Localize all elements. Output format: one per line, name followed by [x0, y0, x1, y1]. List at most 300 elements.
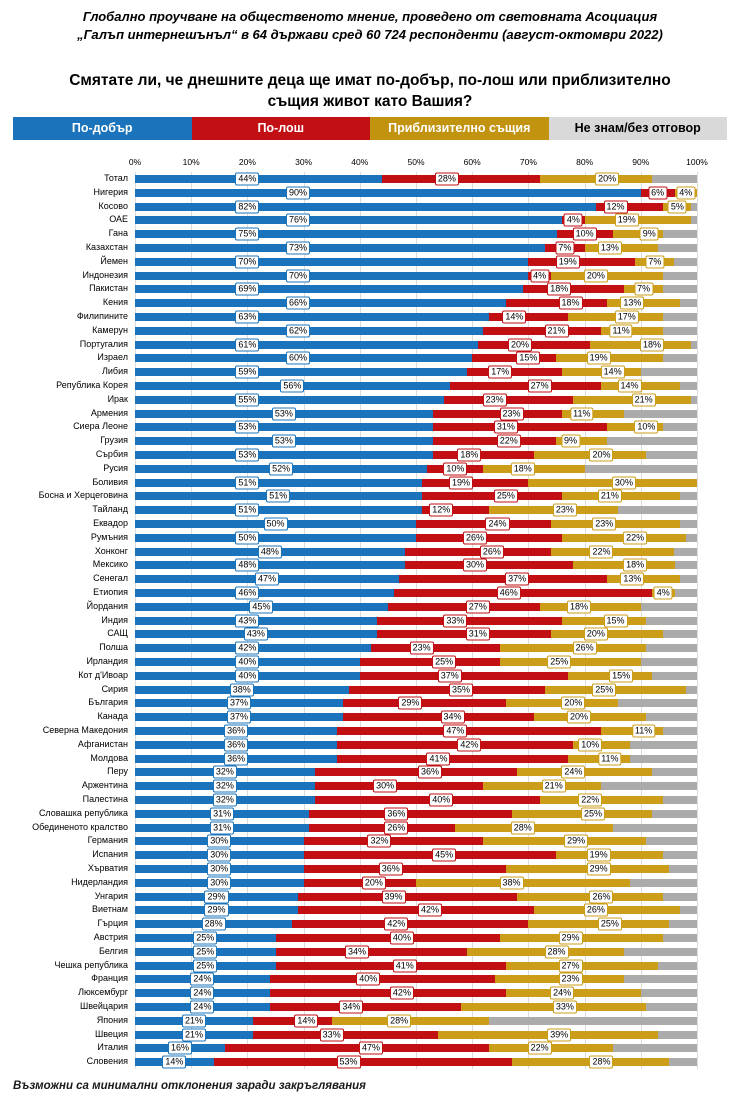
value-label-better: 45%	[249, 600, 273, 613]
value-label-worse: 18%	[457, 448, 481, 461]
bar-segment-no-answer	[686, 534, 697, 542]
value-label-worse: 31%	[494, 421, 518, 434]
bar-segment-worse	[360, 658, 501, 666]
x-axis-tick: 60%	[463, 157, 481, 167]
value-label-better: 70%	[286, 269, 310, 282]
bar-segment-worse	[405, 548, 551, 556]
bar-segment-no-answer	[674, 548, 696, 556]
country-label: Сенегал	[93, 573, 128, 584]
country-label: Румъния	[90, 531, 128, 542]
country-label: Франция	[91, 973, 128, 984]
bar-row	[135, 741, 697, 749]
value-label-same: 28%	[544, 945, 568, 958]
country-label: Португалия	[79, 338, 128, 349]
value-label-better: 16%	[168, 1042, 192, 1055]
value-label-worse: 18%	[547, 283, 571, 296]
value-label-better: 25%	[193, 945, 217, 958]
value-label-better: 53%	[272, 435, 296, 448]
country-label: Ирак	[107, 393, 128, 404]
value-label-worse: 19%	[556, 255, 580, 268]
value-label-better: 53%	[235, 448, 259, 461]
value-label-worse: 33%	[443, 614, 467, 627]
country-label: Обединеното кралство	[32, 821, 128, 832]
bar-segment-no-answer	[686, 686, 697, 694]
legend-item-1: По-лош	[192, 117, 371, 140]
country-label: Филипините	[76, 311, 128, 321]
country-label: Тотал	[104, 173, 128, 183]
bar-segment-no-answer	[663, 934, 697, 942]
value-label-same: 11%	[632, 724, 655, 737]
bar-segment-better	[135, 589, 394, 597]
country-label: Япония	[96, 1014, 128, 1025]
bar-segment-no-answer	[624, 410, 697, 418]
report-title-line2: „Галъп интернешънъл“ в 64 държави сред 60 724 респонденти (август-октомври 2022)	[77, 27, 663, 42]
country-label: Индия	[101, 614, 128, 625]
value-label-worse: 34%	[339, 1000, 363, 1013]
bar-segment-worse	[528, 258, 635, 266]
value-label-same: 9%	[640, 228, 659, 241]
country-label: Сърбия	[95, 449, 128, 459]
legend-item-0: По-добър	[13, 117, 192, 140]
bar-segment-worse	[478, 341, 590, 349]
value-label-same: 30%	[612, 476, 636, 489]
bar-segment-better	[135, 561, 405, 569]
bar-segment-no-answer	[624, 975, 697, 983]
bar-row	[135, 313, 697, 321]
bar-row	[135, 727, 697, 735]
value-label-better: 30%	[207, 849, 231, 862]
value-label-worse: 42%	[390, 987, 414, 1000]
value-label-same: 11%	[609, 324, 632, 337]
country-label: България	[88, 697, 128, 708]
bar-segment-no-answer	[663, 727, 697, 735]
country-label: Молдова	[90, 752, 128, 763]
value-label-worse: 30%	[463, 559, 487, 572]
value-label-same: 21%	[542, 780, 566, 793]
value-label-better: 55%	[235, 393, 259, 406]
bar-segment-no-answer	[669, 1058, 697, 1066]
country-label: Боливия	[92, 476, 128, 487]
bar-segment-no-answer	[613, 1044, 697, 1052]
bar-segment-no-answer	[601, 782, 697, 790]
country-label: Камерун	[92, 324, 128, 335]
value-label-same: 22%	[623, 531, 647, 544]
bar-row	[135, 341, 697, 349]
country-label: Индонезия	[82, 269, 128, 280]
bar-segment-worse	[337, 741, 573, 749]
bar-segment-no-answer	[658, 1031, 697, 1039]
value-label-same: 27%	[559, 959, 583, 972]
bar-segment-worse	[337, 727, 601, 735]
bar-segment-no-answer	[630, 879, 697, 887]
value-label-worse: 42%	[384, 918, 408, 931]
country-label: Аржентина	[81, 780, 128, 791]
country-label: Гана	[108, 228, 128, 239]
bar-segment-better	[135, 244, 545, 252]
value-label-same: 10%	[578, 738, 602, 751]
bar-segment-worse	[270, 989, 506, 997]
value-label-better: 59%	[235, 366, 259, 379]
bar-row	[135, 1044, 697, 1052]
value-label-better: 42%	[235, 642, 259, 655]
bar-segment-worse	[304, 851, 557, 859]
value-label-same: 24%	[550, 987, 574, 1000]
country-label: Перу	[107, 766, 128, 777]
bar-segment-worse	[315, 768, 517, 776]
country-label: Еквадор	[93, 518, 128, 528]
bar-segment-worse	[371, 644, 500, 652]
value-label-better: 82%	[235, 200, 259, 213]
bar-segment-no-answer	[630, 741, 697, 749]
bar-row	[135, 230, 697, 238]
value-label-better: 53%	[272, 407, 296, 420]
country-label: Сиера Леоне	[73, 421, 128, 432]
value-label-worse: 47%	[359, 1042, 383, 1055]
bar-segment-better	[135, 506, 422, 514]
bar-segment-worse	[298, 906, 534, 914]
bar-segment-no-answer	[624, 948, 697, 956]
value-label-worse: 41%	[426, 752, 450, 765]
value-label-better: 32%	[213, 766, 237, 779]
bar-row	[135, 465, 697, 473]
bar-segment-worse	[276, 962, 506, 970]
bar-row	[135, 713, 697, 721]
survey-question-line1: Смятате ли, че днешните деца ще имат по-добър, по-лош или приблизително	[69, 72, 671, 89]
bar-segment-no-answer	[669, 865, 697, 873]
value-label-better: 37%	[227, 697, 251, 710]
value-label-worse: 20%	[508, 338, 532, 351]
value-label-worse: 7%	[555, 241, 574, 254]
bar-row	[135, 437, 697, 445]
value-label-better: 21%	[182, 1014, 206, 1027]
country-label: Швеция	[95, 1028, 128, 1039]
value-label-worse: 18%	[559, 297, 583, 310]
bar-segment-no-answer	[646, 617, 697, 625]
value-label-same: 17%	[615, 310, 639, 323]
bar-segment-no-answer	[658, 244, 697, 252]
value-label-better: 25%	[193, 931, 217, 944]
bar-segment-no-answer	[691, 341, 697, 349]
value-label-worse: 41%	[393, 959, 417, 972]
bar-segment-no-answer	[641, 989, 697, 997]
country-label: Унгария	[94, 890, 128, 901]
value-label-worse: 36%	[379, 862, 403, 875]
bar-segment-worse	[214, 1058, 512, 1066]
country-label: Канада	[97, 711, 128, 722]
bar-segment-worse	[309, 810, 511, 818]
bar-segment-no-answer	[663, 327, 697, 335]
value-label-same: 38%	[500, 876, 524, 889]
value-label-worse: 4%	[564, 214, 583, 227]
value-label-worse: 14%	[294, 1014, 318, 1027]
country-label: Афганистан	[77, 738, 128, 749]
country-label: Испания	[92, 849, 128, 860]
bar-segment-no-answer	[680, 575, 697, 583]
country-label: Белгия	[98, 945, 128, 956]
bar-row	[135, 989, 697, 997]
value-label-better: 63%	[235, 310, 259, 323]
bar-segment-better	[135, 203, 596, 211]
value-label-worse: 14%	[502, 310, 526, 323]
bar-segment-no-answer	[663, 630, 697, 638]
value-label-same: 15%	[609, 669, 633, 682]
country-label: Полша	[99, 642, 128, 653]
bar-segment-better	[135, 189, 641, 197]
value-label-same: 10%	[634, 421, 658, 434]
value-label-worse: 39%	[382, 890, 406, 903]
bar-segment-worse	[360, 672, 568, 680]
bar-segment-no-answer	[663, 230, 697, 238]
bar-segment-worse	[422, 492, 563, 500]
value-label-same: 11%	[570, 407, 593, 420]
value-label-worse: 37%	[505, 573, 529, 586]
bar-segment-no-answer	[663, 796, 697, 804]
country-label: Етиопия	[93, 587, 128, 597]
bar-segment-worse	[315, 782, 484, 790]
bar-segment-worse	[309, 824, 455, 832]
bar-segment-no-answer	[691, 203, 697, 211]
bar-segment-worse	[523, 285, 624, 293]
value-label-better: 36%	[224, 724, 248, 737]
bar-segment-worse	[298, 893, 517, 901]
bar-row	[135, 506, 697, 514]
bar-segment-no-answer	[675, 561, 697, 569]
value-label-better: 29%	[204, 904, 228, 917]
bar-segment-worse	[270, 975, 495, 983]
value-label-worse: 26%	[384, 821, 408, 834]
country-label: Мексико	[92, 559, 128, 570]
value-label-better: 52%	[269, 462, 293, 475]
bar-segment-better	[135, 313, 489, 321]
country-label: Казахстан	[85, 242, 128, 252]
value-label-worse: 42%	[418, 904, 442, 917]
bar-row	[135, 603, 697, 611]
value-label-better: 51%	[235, 476, 259, 489]
country-label: Нигерия	[93, 186, 128, 197]
bar-segment-no-answer	[646, 451, 697, 459]
bar-row	[135, 272, 697, 280]
bar-segment-better	[135, 534, 416, 542]
value-label-same: 23%	[559, 973, 583, 986]
bar-segment-worse	[416, 534, 562, 542]
value-label-same: 7%	[645, 255, 664, 268]
value-label-same: 14%	[601, 366, 625, 379]
country-label: Република Корея	[56, 380, 128, 390]
country-label: Либия	[102, 366, 128, 377]
x-axis	[128, 156, 708, 168]
bar-segment-worse	[315, 796, 540, 804]
bar-segment-worse	[343, 699, 506, 707]
bar-segment-no-answer	[663, 354, 697, 362]
bar-segment-no-answer	[663, 423, 697, 431]
bar-segment-no-answer	[646, 644, 697, 652]
value-label-same: 22%	[589, 545, 613, 558]
country-label: Виетнам	[91, 904, 128, 915]
value-label-better: 28%	[202, 918, 226, 931]
bar-segment-worse	[416, 520, 551, 528]
bar-segment-worse	[304, 837, 484, 845]
value-label-better: 66%	[286, 297, 310, 310]
value-label-better: 21%	[182, 1028, 206, 1041]
value-label-same: 20%	[561, 697, 585, 710]
value-label-worse: 6%	[648, 186, 667, 199]
report-title-line1: Глобално проучване на общественото мнение, проведено от световната Асоциация	[82, 9, 658, 24]
value-label-better: 40%	[235, 669, 259, 682]
value-label-worse: 25%	[494, 490, 518, 503]
bar-row	[135, 423, 697, 431]
country-label: Армения	[90, 407, 128, 418]
value-label-worse: 40%	[429, 793, 453, 806]
value-label-worse: 36%	[418, 766, 442, 779]
country-label: Косово	[98, 200, 128, 211]
value-label-same: 20%	[584, 628, 608, 641]
value-label-same: 9%	[561, 435, 580, 448]
bar-segment-worse	[433, 451, 534, 459]
legend-item-3: Не знам/без отговор	[549, 117, 728, 140]
value-label-worse: 20%	[362, 876, 386, 889]
bar-segment-worse	[433, 410, 562, 418]
bar-segment-worse	[450, 382, 602, 390]
bar-segment-worse	[253, 1017, 332, 1025]
value-label-same: 29%	[587, 862, 611, 875]
bar-segment-no-answer	[618, 699, 697, 707]
x-axis-tick: 100%	[686, 157, 708, 167]
x-axis-tick: 70%	[519, 157, 537, 167]
value-label-same: 13%	[620, 297, 644, 310]
value-label-same: 21%	[632, 393, 656, 406]
bar-row	[135, 410, 697, 418]
value-label-worse: 27%	[466, 600, 490, 613]
x-axis-tick: 10%	[182, 157, 200, 167]
legend-item-2: Приблизително същия	[370, 117, 549, 140]
bar-row	[135, 575, 697, 583]
value-label-same: 23%	[553, 504, 577, 517]
bar-segment-no-answer	[646, 713, 697, 721]
bar-row	[135, 1031, 697, 1039]
value-label-same: 22%	[528, 1042, 552, 1055]
value-label-same: 26%	[584, 904, 608, 917]
country-label: Хонконг	[94, 545, 128, 556]
value-label-better: 47%	[255, 573, 279, 586]
country-label: Нидерландия	[71, 876, 128, 887]
bar-segment-better	[135, 272, 528, 280]
bar-segment-no-answer	[646, 837, 697, 845]
country-label: Северна Македония	[42, 725, 128, 735]
value-label-better: 24%	[190, 973, 214, 986]
country-label: Кот д'Ивоар	[78, 669, 128, 680]
bar-segment-no-answer	[663, 272, 697, 280]
bar-segment-no-answer	[652, 768, 697, 776]
survey-question	[0, 70, 740, 112]
value-label-same: 29%	[564, 835, 588, 848]
country-label: Словашка република	[38, 807, 128, 818]
x-axis-tick: 90%	[632, 157, 650, 167]
value-label-better: 40%	[235, 655, 259, 668]
value-label-same: 26%	[573, 642, 597, 655]
bar-segment-worse	[270, 1003, 461, 1011]
value-label-same: 22%	[578, 793, 602, 806]
value-label-worse: 12%	[603, 200, 627, 213]
country-label: Чешка република	[54, 959, 128, 970]
country-label: Хърватия	[87, 863, 128, 873]
country-label: Германия	[87, 835, 128, 846]
value-label-same: 4%	[654, 586, 673, 599]
value-label-better: 51%	[266, 490, 290, 503]
value-label-better: 50%	[235, 531, 259, 544]
bar-segment-worse	[343, 713, 534, 721]
value-label-worse: 21%	[544, 324, 568, 337]
x-axis-tick: 20%	[238, 157, 256, 167]
value-label-worse: 27%	[528, 379, 552, 392]
x-axis-tick: 50%	[407, 157, 425, 167]
bar-row	[135, 216, 697, 224]
bar-row	[135, 396, 697, 404]
value-label-worse: 35%	[449, 683, 473, 696]
bar-row	[135, 354, 697, 362]
value-label-same: 25%	[598, 918, 622, 931]
value-label-better: 44%	[235, 172, 259, 185]
value-label-same: 39%	[547, 1028, 571, 1041]
bar-segment-no-answer	[641, 368, 697, 376]
bar-segment-worse	[394, 589, 653, 597]
value-label-worse: 40%	[356, 973, 380, 986]
x-axis-tick: 0%	[128, 157, 142, 167]
value-label-better: 51%	[235, 504, 259, 517]
x-axis-tick: 40%	[351, 157, 369, 167]
bar-segment-worse	[506, 299, 607, 307]
value-label-same: 18%	[640, 338, 664, 351]
value-label-same: 25%	[592, 683, 616, 696]
value-label-better: 14%	[162, 1056, 186, 1069]
bar-segment-worse	[467, 368, 563, 376]
value-label-same: 19%	[587, 849, 611, 862]
value-label-better: 50%	[263, 517, 287, 530]
bar-row	[135, 934, 697, 942]
country-label: Сирия	[101, 683, 128, 694]
value-label-worse: 30%	[373, 780, 397, 793]
bar-segment-no-answer	[630, 755, 697, 763]
value-label-better: 70%	[235, 255, 259, 268]
value-label-better: 36%	[224, 752, 248, 765]
bar-segment-no-answer	[646, 1003, 697, 1011]
value-label-worse: 45%	[432, 849, 456, 862]
bar-segment-no-answer	[691, 216, 697, 224]
bar-row	[135, 189, 697, 197]
value-label-worse: 46%	[497, 586, 521, 599]
bar-segment-no-answer	[607, 437, 697, 445]
value-label-better: 53%	[235, 421, 259, 434]
report-title	[0, 8, 740, 44]
bar-segment-no-answer	[691, 396, 697, 404]
country-label: САЩ	[107, 628, 128, 639]
value-label-better: 38%	[230, 683, 254, 696]
x-axis-tick: 80%	[576, 157, 594, 167]
country-label: Йемен	[100, 255, 128, 266]
bar-segment-no-answer	[675, 589, 697, 597]
value-label-better: 43%	[244, 628, 268, 641]
value-label-better: 30%	[207, 835, 231, 848]
value-label-worse: 23%	[500, 407, 524, 420]
value-label-same: 29%	[559, 931, 583, 944]
bar-segment-worse	[253, 1031, 438, 1039]
value-label-same: 18%	[511, 462, 535, 475]
bar-row	[135, 534, 697, 542]
value-label-better: 76%	[286, 214, 310, 227]
bar-segment-worse	[304, 865, 506, 873]
value-label-same: 21%	[598, 490, 622, 503]
bar-segment-better	[135, 368, 467, 376]
value-label-better: 61%	[235, 338, 259, 351]
